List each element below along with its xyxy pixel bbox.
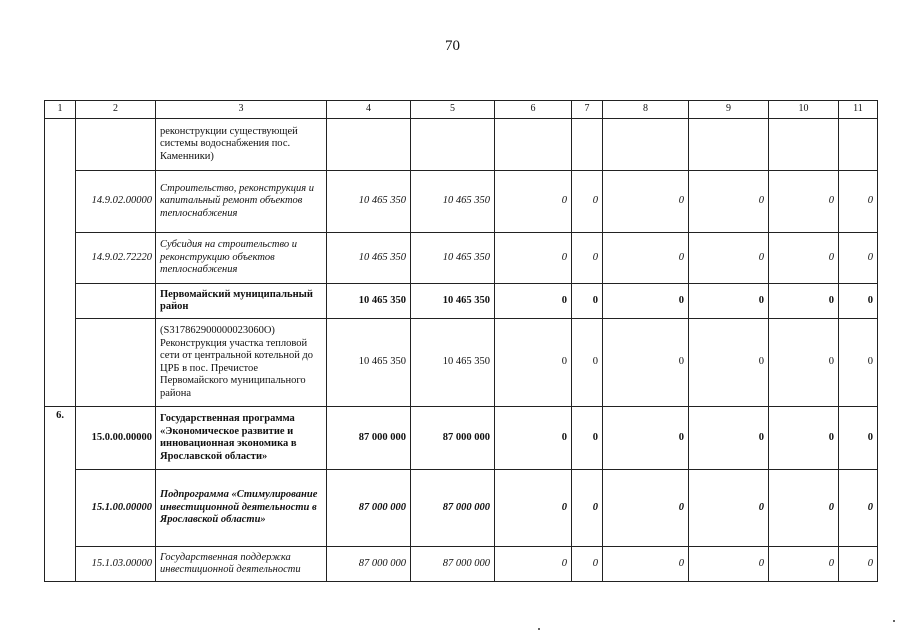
value-cell: 0: [603, 470, 689, 547]
value-cell: 0: [603, 407, 689, 470]
scan-speck: [893, 620, 895, 622]
value-cell: 0: [769, 233, 839, 284]
value-cell: 10 465 350: [327, 171, 411, 233]
value-cell: 0: [689, 407, 769, 470]
value-cell: [769, 119, 839, 171]
value-cell: 87 000 000: [327, 407, 411, 470]
name-cell: (S317862900000023060О) Реконструкция участка тепловой сети от центральной котельной до ЦРБ в пос. Пречистое Первомайского муниципального района: [156, 319, 327, 407]
value-cell: 0: [603, 547, 689, 582]
code-cell: [76, 119, 156, 171]
header-cell: 9: [689, 101, 769, 119]
budget-table: [44, 100, 878, 582]
value-cell: 0: [603, 284, 689, 319]
value-cell: 0: [689, 284, 769, 319]
value-cell: 10 465 350: [411, 284, 495, 319]
value-cell: 87 000 000: [327, 470, 411, 547]
value-cell: 0: [769, 319, 839, 407]
value-cell: [572, 119, 603, 171]
header-cell: 2: [76, 101, 156, 119]
value-cell: 0: [495, 284, 572, 319]
value-cell: 0: [839, 547, 878, 582]
header-cell: 7: [572, 101, 603, 119]
value-cell: 0: [495, 171, 572, 233]
value-cell: 87 000 000: [327, 547, 411, 582]
code-cell: 14.9.02.72220: [76, 233, 156, 284]
header-cell: 6: [495, 101, 572, 119]
header-cell: 1: [45, 101, 76, 119]
value-cell: 0: [769, 284, 839, 319]
code-cell: 15.1.03.00000: [76, 547, 156, 582]
value-cell: [495, 119, 572, 171]
value-cell: 0: [603, 319, 689, 407]
row-index-cell: 6.: [45, 407, 76, 582]
header-cell: 11: [839, 101, 878, 119]
value-cell: 0: [572, 319, 603, 407]
name-cell: Субсидия на строительство и реконструкцию объектов теплоснабжения: [156, 233, 327, 284]
value-cell: 0: [572, 171, 603, 233]
value-cell: 0: [572, 547, 603, 582]
name-cell: Первомайский муниципальный район: [156, 284, 327, 319]
value-cell: [689, 119, 769, 171]
value-cell: 0: [495, 319, 572, 407]
header-cell: 5: [411, 101, 495, 119]
value-cell: 0: [689, 319, 769, 407]
value-cell: 10 465 350: [327, 233, 411, 284]
value-cell: 87 000 000: [411, 470, 495, 547]
code-cell: 15.1.00.00000: [76, 470, 156, 547]
value-cell: 0: [572, 470, 603, 547]
header-row: [45, 101, 878, 119]
value-cell: 0: [689, 547, 769, 582]
value-cell: 87 000 000: [411, 547, 495, 582]
value-cell: 0: [839, 470, 878, 547]
page-number: 70: [445, 38, 460, 54]
table-row: [45, 284, 878, 319]
code-cell: [76, 319, 156, 407]
header-cell: 8: [603, 101, 689, 119]
value-cell: 0: [839, 233, 878, 284]
value-cell: [411, 119, 495, 171]
table-row: [45, 407, 878, 470]
value-cell: 0: [603, 171, 689, 233]
value-cell: 0: [495, 547, 572, 582]
table-row: [45, 233, 878, 284]
value-cell: 0: [769, 407, 839, 470]
value-cell: 0: [495, 407, 572, 470]
value-cell: 0: [495, 233, 572, 284]
value-cell: 10 465 350: [411, 171, 495, 233]
table-row: [45, 119, 878, 171]
name-cell: реконструкции существующей системы водоснабжения пос. Каменники): [156, 119, 327, 171]
value-cell: 0: [572, 284, 603, 319]
value-cell: 0: [839, 284, 878, 319]
name-cell: Государственная поддержка инвестиционной деятельности: [156, 547, 327, 582]
table-row: [45, 171, 878, 233]
code-cell: [76, 284, 156, 319]
table-row: [45, 547, 878, 582]
row-index-cell: [45, 119, 76, 407]
header-cell: 3: [156, 101, 327, 119]
value-cell: 0: [603, 233, 689, 284]
value-cell: [839, 119, 878, 171]
value-cell: 10 465 350: [327, 319, 411, 407]
table-row: [45, 470, 878, 547]
value-cell: [327, 119, 411, 171]
value-cell: 87 000 000: [411, 407, 495, 470]
table-row: [45, 319, 878, 407]
name-cell: Государственная программа «Экономическое развитие и инновационная экономика в Ярославской области»: [156, 407, 327, 470]
value-cell: 0: [769, 470, 839, 547]
value-cell: [603, 119, 689, 171]
value-cell: 0: [572, 407, 603, 470]
table-body: [45, 101, 878, 582]
value-cell: 0: [689, 171, 769, 233]
code-cell: 15.0.00.00000: [76, 407, 156, 470]
header-cell: 10: [769, 101, 839, 119]
value-cell: 0: [839, 319, 878, 407]
value-cell: 0: [839, 171, 878, 233]
value-cell: 0: [495, 470, 572, 547]
value-cell: 0: [689, 233, 769, 284]
name-cell: Строительство, реконструкция и капитальный ремонт объектов теплоснабжения: [156, 171, 327, 233]
value-cell: 10 465 350: [411, 233, 495, 284]
header-cell: 4: [327, 101, 411, 119]
value-cell: 0: [689, 470, 769, 547]
value-cell: 0: [572, 233, 603, 284]
value-cell: 10 465 350: [411, 319, 495, 407]
value-cell: 0: [769, 171, 839, 233]
code-cell: 14.9.02.00000: [76, 171, 156, 233]
scan-speck: [538, 628, 540, 630]
value-cell: 10 465 350: [327, 284, 411, 319]
value-cell: 0: [769, 547, 839, 582]
value-cell: 0: [839, 407, 878, 470]
name-cell: Подпрограмма «Стимулирование инвестиционной деятельности в Ярославской области»: [156, 470, 327, 547]
